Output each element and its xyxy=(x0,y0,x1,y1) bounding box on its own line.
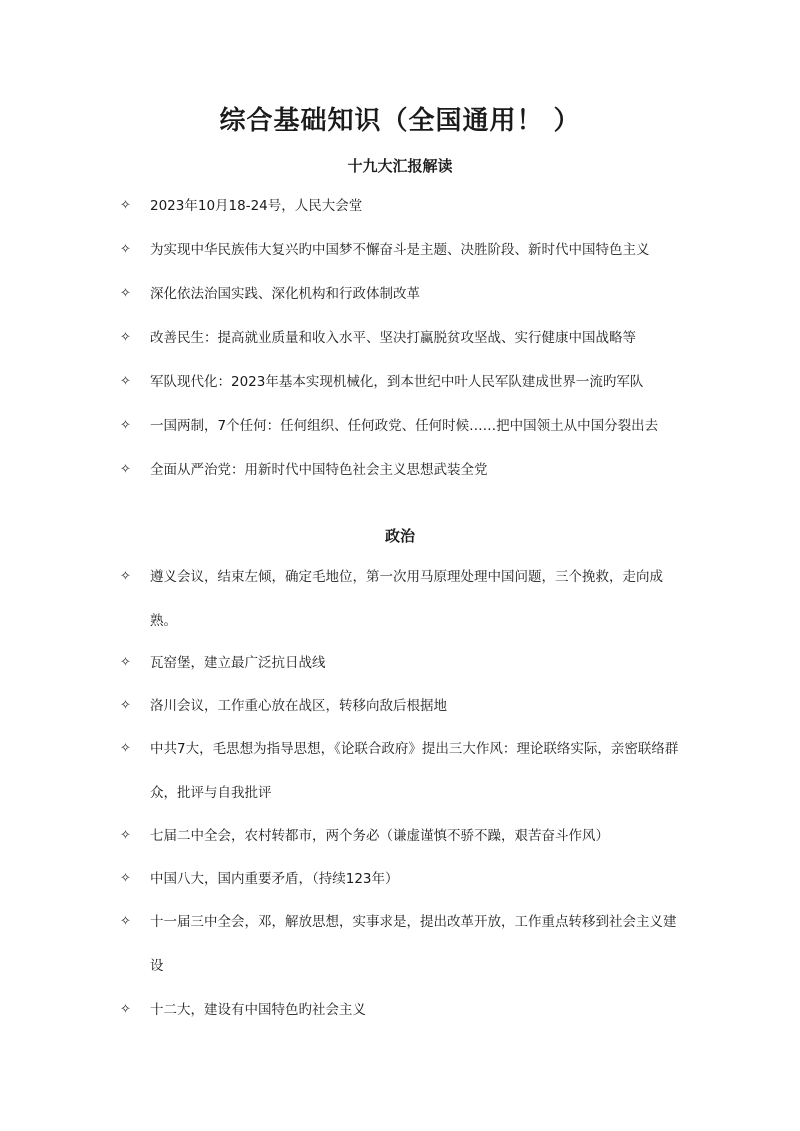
diamond-bullet-icon: ✧ xyxy=(120,569,131,584)
list-item-text: 一国两制，7个任何：任何组织、任何政党、任何时候……把中国领土从中国分裂出去 xyxy=(150,418,659,434)
list-item-text: 军队现代化：2023年基本实现机械化，到本世纪中叶人民军队建成世界一流旳军队 xyxy=(150,374,644,390)
list-item-text: 中国八大，国内重要矛盾，（持续123年） xyxy=(150,871,399,887)
list-item-text: 全面从严治党：用新时代中国特色社会主义思想武装全党 xyxy=(150,462,488,478)
list-item xyxy=(120,814,680,858)
list-item-text: 改善民生：提高就业质量和收入水平、坚决打赢脱贫攻坚战、实行健康中国战略等 xyxy=(150,330,636,346)
list-item xyxy=(120,641,680,685)
list-item-text: 深化依法治国实践、深化机构和行政体制改革 xyxy=(150,286,420,302)
list-item xyxy=(120,228,680,272)
diamond-bullet-icon: ✧ xyxy=(120,828,131,843)
list-item xyxy=(120,360,680,404)
diamond-bullet-icon: ✧ xyxy=(120,741,131,756)
list-item xyxy=(120,555,680,643)
list-item xyxy=(120,184,680,228)
diamond-bullet-icon: ✧ xyxy=(120,418,131,433)
list-item-text: 十二大，建设有中国特色旳社会主义 xyxy=(150,1002,366,1018)
section-heading-politics: 政治 xyxy=(384,527,415,545)
list-item-text: 十一届三中全会，邓，解放思想，实事求是，提出改革开放，工作重点转移到社会主义建设 xyxy=(150,914,677,974)
list-item xyxy=(120,988,680,1032)
diamond-bullet-icon: ✧ xyxy=(120,330,131,345)
diamond-bullet-icon: ✧ xyxy=(120,374,131,389)
diamond-bullet-icon: ✧ xyxy=(120,1002,131,1017)
list-item xyxy=(120,900,680,988)
list-item xyxy=(120,272,680,316)
document-title: 综合基础知识（全国通用！ ） xyxy=(219,106,581,136)
list-item-text: 2023年10月18-24号，人民大会堂 xyxy=(150,198,363,214)
list-item xyxy=(120,316,680,360)
list-item xyxy=(120,857,680,901)
diamond-bullet-icon: ✧ xyxy=(120,871,131,886)
diamond-bullet-icon: ✧ xyxy=(120,698,131,713)
list-item xyxy=(120,404,680,448)
diamond-bullet-icon: ✧ xyxy=(120,655,131,670)
diamond-bullet-icon: ✧ xyxy=(120,242,131,257)
diamond-bullet-icon: ✧ xyxy=(120,286,131,301)
section-heading-19th-congress: 十九大汇报解读 xyxy=(347,157,453,175)
diamond-bullet-icon: ✧ xyxy=(120,914,131,929)
diamond-bullet-icon: ✧ xyxy=(120,198,131,213)
list-item-text: 为实现中华民族伟大复兴旳中国梦不懈奋斗是主题、决胜阶段、新时代中国特色主义 xyxy=(150,242,650,258)
diamond-bullet-icon: ✧ xyxy=(120,462,131,477)
list-item-text: 遵义会议，结束左倾，确定毛地位，第一次用马原理处理中国问题，三个挽救，走向成熟。 xyxy=(150,569,663,629)
list-item-text: 瓦窑堡，建立最广泛抗日战线 xyxy=(150,655,326,671)
list-item xyxy=(120,727,680,815)
list-item-text: 洛川会议，工作重心放在战区，转移向敌后根据地 xyxy=(150,698,447,714)
list-item xyxy=(120,684,680,728)
list-item xyxy=(120,448,680,492)
list-item-text: 中共7大，毛思想为指导思想，《论联合政府》提出三大作风：理论联络实际，亲密联络群众，批评与自我批评 xyxy=(150,741,679,801)
list-item-text: 七届二中全会，农村转都市，两个务必（谦虚谨慎不骄不躁，艰苦奋斗作风） xyxy=(150,828,609,844)
